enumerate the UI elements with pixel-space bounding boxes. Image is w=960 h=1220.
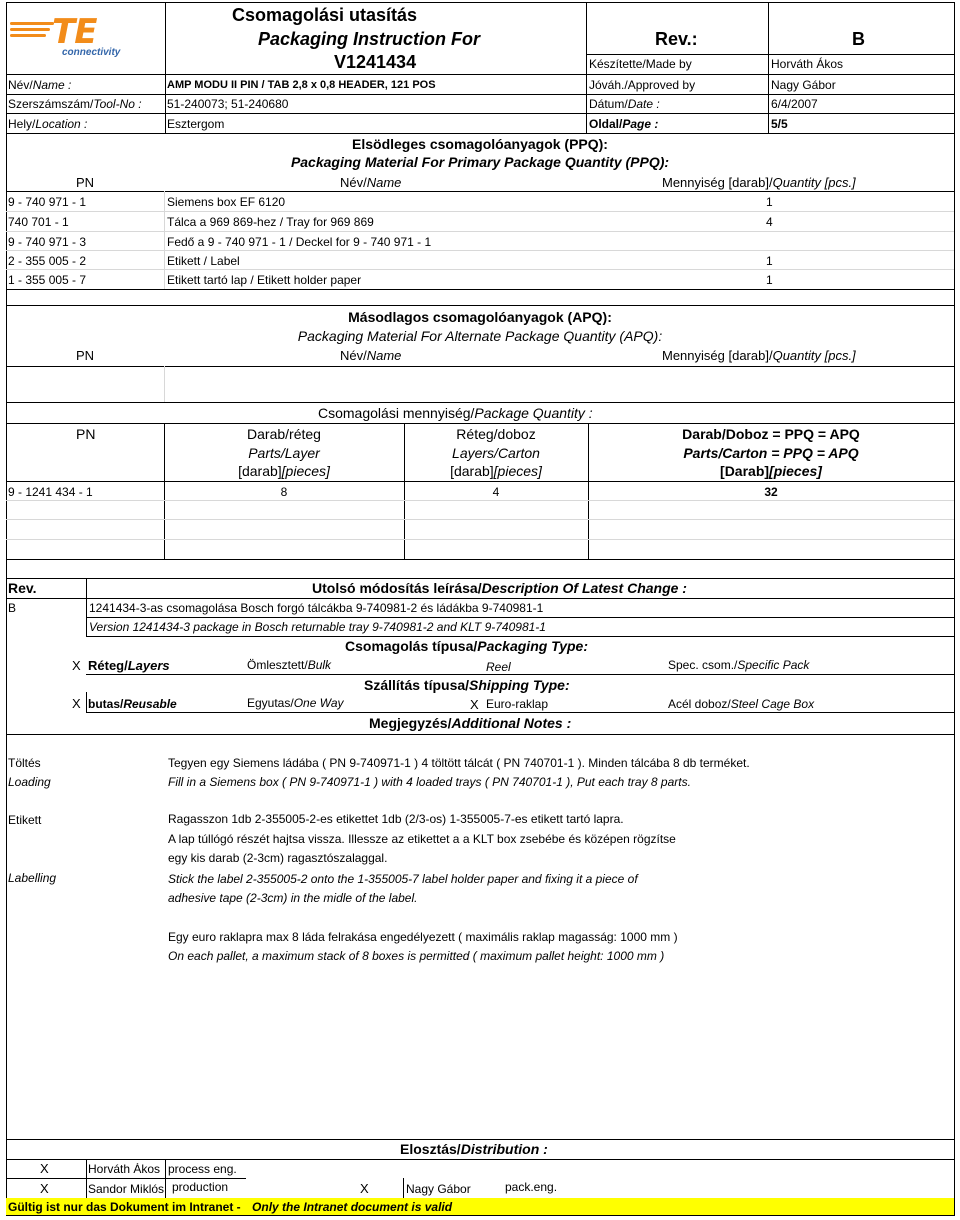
title-en: Packaging Instruction For [258, 29, 481, 49]
qty-col-apq-3b: [pieces] [769, 463, 822, 479]
ppq-row-qty: 1 [766, 273, 773, 287]
made-by-label: Készítette/Made by [589, 57, 692, 71]
title-hu: Csomagolási utasítás [232, 5, 418, 25]
rev-col: Rev. [8, 580, 37, 596]
name-value: AMP MODU II PIN / TAB 2,8 x 0,8 HEADER, 121 POS [167, 79, 436, 91]
qty-title: Csomagolási mennyiség/ [318, 405, 475, 421]
ppq-col-qty: Mennyiség [darab]/ [662, 175, 773, 190]
qty-col-carton-3b: [pieces] [493, 463, 542, 479]
page-value: 5/5 [771, 117, 788, 131]
ppq-row-name: Fedő a 9 - 740 971 - 1 / Deckel for 9 - 740 971 - 1 [167, 235, 432, 249]
made-by-value: Horváth Ákos [771, 57, 844, 71]
apq-title-hu: Másodlagos csomagolóanyagok (APQ): [348, 309, 612, 325]
tool-value: 51-240073; 51-240680 [167, 97, 289, 111]
location-value: Esztergom [167, 117, 225, 131]
dist-extra-role: pack.eng. [505, 1180, 558, 1194]
ship-oneway: Egyutas/ [247, 696, 294, 710]
ppq-row-name: Siemens box EF 6120 [167, 195, 286, 209]
tool-label-it: Tool-No : [93, 97, 142, 111]
pallet-text-en: On each pallet, a maximum stack of 8 boxes is permitted ( maximum pallet height: 1000 mm ) [168, 949, 665, 963]
qty-col-layer-3b: [pieces] [281, 463, 330, 479]
pack-layers: Réteg/ [88, 658, 128, 673]
qty-col-carton-1: Réteg/doboz [456, 426, 536, 442]
footer-text-de: Gültig ist nur das Dokument im Intranet - [8, 1200, 241, 1214]
apq-col-qty-it: Quantity [pcs.] [772, 348, 856, 363]
ppq-row-pn: 740 701 - 1 [8, 215, 69, 229]
ppq-row-name: Etikett tartó lap / Etikett holder paper [167, 273, 362, 287]
ship-oneway-it: One Way [293, 696, 344, 710]
rev-desc-hu: 1241434-3-as csomagolása Bosch forgó tálcákba 9-740981-2 és ládákba 9-740981-1 [89, 601, 544, 615]
apq-col-pn: PN [76, 348, 95, 363]
ppq-row-pn: 1 - 355 005 - 7 [8, 273, 87, 287]
ship-type-title: Szállítás típusa/ [364, 677, 470, 693]
qty-col-carton-2: Layers/Carton [452, 445, 540, 461]
date-label: Dátum/ [589, 97, 628, 111]
footer-text-en: Only the Intranet document is valid [252, 1200, 453, 1214]
qty-col-pn: PN [76, 426, 96, 442]
notes-title: Megjegyzés/ [369, 715, 452, 731]
apq-col-name-it: Name [366, 348, 402, 363]
date-label-it: Date : [627, 97, 660, 111]
qty-row-carton: 4 [492, 485, 500, 499]
rev-value-row: B [8, 601, 17, 615]
loading-text-en: Fill in a Siemens box ( PN 9-740971-1 ) with 4 loaded trays ( PN 740701-1 ), Put each tray 8 parts. [168, 775, 691, 789]
page-label: Oldal/ [589, 117, 623, 131]
pack-bulk: Ömlesztett/ [247, 658, 308, 672]
ship-reusable-mark: X [72, 696, 81, 711]
ppq-row-name: Tálca a 969 869-hez / Tray for 969 869 [167, 215, 374, 229]
ppq-col-name: Név/ [340, 175, 367, 190]
label-text-hu-3: egy kis darab (2-3cm) ragasztószalaggal. [168, 851, 388, 865]
ppq-row-name: Etikett / Label [167, 254, 240, 268]
qty-col-layer-1: Darab/réteg [247, 426, 321, 442]
ship-euro-mark: X [470, 697, 479, 712]
label-label-hu: Etikett [8, 813, 42, 827]
dist-name: Sandor Miklós [88, 1183, 165, 1195]
qty-col-layer-2: Parts/Layer [248, 445, 320, 461]
dist-role: production [172, 1180, 229, 1194]
apq-title-en: Packaging Material For Alternate Package Quantity (APQ): [297, 328, 663, 344]
ppq-row-pn: 9 - 740 971 - 1 [8, 195, 87, 209]
pack-type-title: Csomagolás típusa/ [345, 638, 478, 654]
apq-col-qty: Mennyiség [darab]/ [662, 348, 773, 363]
tool-label: Szerszámszám/ [8, 97, 94, 111]
label-text-en-1: Stick the label 2-355005-2 onto the 1-355005-7 label holder paper and fixing it a piece of [168, 872, 638, 886]
rev-label: Rev.: [655, 29, 698, 49]
dist-title-it: Distribution : [460, 1141, 548, 1157]
logo-connectivity: connectivity [62, 47, 121, 58]
qty-title-it: Package Quantity : [474, 405, 593, 421]
ship-reusable: butas/ [88, 697, 124, 711]
rev-title-it: Description Of Latest Change : [481, 580, 687, 596]
pack-reel: Reel [486, 660, 511, 674]
notes-title-it: Additional Notes : [451, 715, 572, 731]
loading-text-hu: Tegyen egy Siemens ládába ( PN 9-740971-1 ) 4 töltött tálcát ( PN 740701-1 ). Minden tálcába 8 db terméket. [168, 756, 750, 770]
loading-label-en: Loading [8, 775, 51, 789]
qty-col-apq-3a: [Darab] [720, 463, 770, 479]
dist-role: process eng. [168, 1162, 237, 1176]
location-label: Hely/ [8, 117, 36, 131]
approved-label: Jóváh./Approved by [589, 78, 696, 92]
name-label-it: Name : [32, 78, 72, 92]
label-text-hu-1: Ragasszon 1db 2-355005-2-es etikettet 1db (2/3-os) 1-355005-7-es etikett tartó lapra. [168, 812, 624, 826]
ppq-col-pn: PN [76, 175, 95, 190]
pallet-text-hu: Egy euro raklapra max 8 láda felrakása engedélyezett ( maximális raklap magasság: 1000 mm ) [168, 930, 678, 944]
dist-mark: X [40, 1181, 49, 1196]
label-text-hu-2: A lap túllógó részét hajtsa vissza. Illessze az etikettet a a KLT box zsebébe és középen rögzítse [168, 832, 676, 846]
label-label-en: Labelling [8, 871, 57, 885]
pack-type-title-it: Packaging Type: [477, 638, 589, 654]
date-value: 6/4/2007 [771, 97, 818, 111]
pack-specific-it: Specific Pack [737, 658, 810, 672]
ship-steel-it: Steel Cage Box [730, 697, 815, 711]
qty-row-layer: 8 [280, 485, 288, 499]
ppq-title-hu: Elsödleges csomagolóanyagok (PPQ): [352, 136, 608, 152]
ppq-row-qty: 4 [766, 215, 773, 229]
name-label: Név/ [8, 78, 33, 92]
dist-extra-mark: X [360, 1181, 369, 1196]
ppq-title-en: Packaging Material For Primary Package Quantity (PPQ): [290, 154, 670, 170]
dist-name: Horváth Ákos [88, 1163, 161, 1175]
pack-layers-mark: X [72, 658, 81, 673]
ppq-row-pn: 2 - 355 005 - 2 [8, 254, 87, 268]
qty-row-pn: 9 - 1241 434 - 1 [8, 485, 93, 499]
qty-row-apq: 32 [764, 485, 778, 499]
location-label-it: Location : [35, 117, 88, 131]
rev-desc-en: Version 1241434-3 package in Bosch returnable tray 9-740981-2 and KLT 9-740981-1 [89, 620, 546, 634]
ppq-row-qty: 1 [766, 254, 773, 268]
ship-type-title-it: Shipping Type: [469, 677, 570, 693]
ship-steel: Acél doboz/ [668, 697, 731, 711]
rev-title: Utolsó módosítás leírása/ [312, 580, 482, 596]
logo-stripes [10, 22, 54, 40]
qty-col-apq-1: Darab/Doboz = PPQ = APQ [682, 426, 860, 442]
doc-number: V1241434 [334, 52, 417, 72]
qty-col-layer-3a: [darab] [238, 463, 282, 479]
logo-te: TE [52, 12, 97, 52]
ship-euro: Euro-raklap [486, 697, 549, 711]
dist-extra-name: Nagy Gábor [406, 1182, 471, 1196]
qty-col-apq-2: Parts/Carton = PPQ = APQ [683, 445, 859, 461]
ppq-row-pn: 9 - 740 971 - 3 [8, 235, 87, 249]
ppq-row-qty: 1 [766, 195, 773, 209]
approved-value: Nagy Gábor [771, 78, 836, 92]
page-label-it: Page : [622, 117, 659, 131]
pack-bulk-it: Bulk [307, 658, 332, 672]
rev-value: B [852, 29, 865, 49]
pack-layers-it: Layers [127, 658, 170, 673]
ppq-col-qty-it: Quantity [pcs.] [772, 175, 856, 190]
ppq-col-name-it: Name [366, 175, 402, 190]
apq-col-name: Név/ [340, 348, 367, 363]
label-text-en-2: adhesive tape (2-3cm) in the midle of the label. [168, 891, 418, 905]
ship-reusable-it: Reusable [123, 697, 177, 711]
dist-title: Elosztás/ [400, 1141, 461, 1157]
dist-mark: X [40, 1161, 49, 1176]
pack-specific: Spec. csom./ [668, 658, 738, 672]
qty-col-carton-3a: [darab] [450, 463, 494, 479]
loading-label-hu: Töltés [8, 756, 41, 770]
